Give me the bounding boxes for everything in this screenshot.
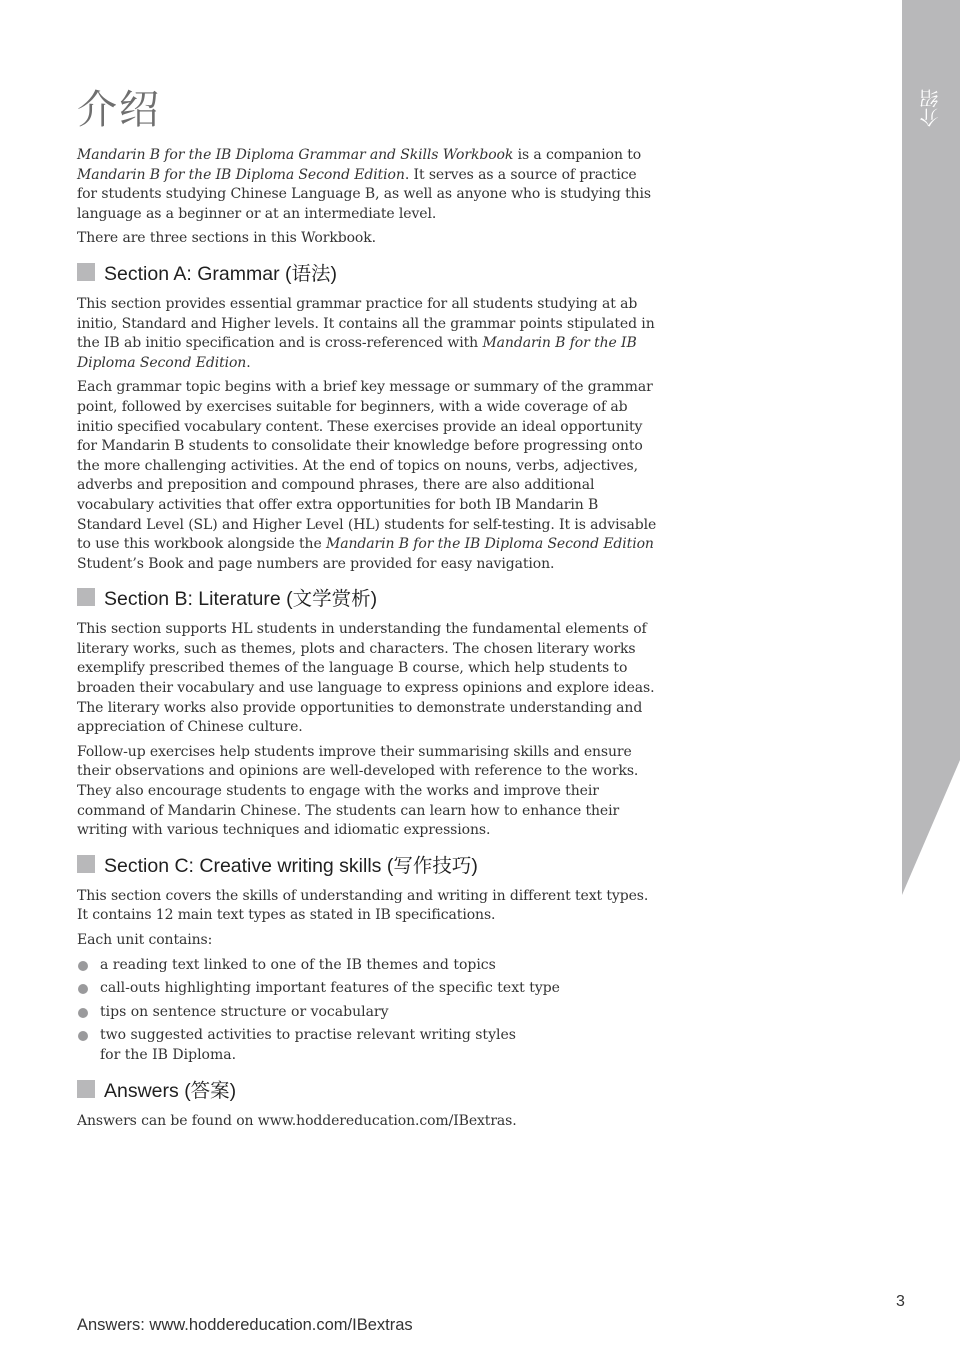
section-b-heading-text: Section B: Literature (文学赏析) xyxy=(104,588,378,611)
footer-answers-link: Answers: www.hoddereducation.com/IBextras xyxy=(77,1316,413,1334)
section-b-paragraph-1: This section supports HL students in understanding the fundamental elements of literary works, such as themes, plots and characters. The chosen literary works exemplify prescribed themes of the language B course, which help students to broaden their vocabulary and use language to express opinions and explore ideas. The literary works also provide opportunities to demonstrate understanding and appreciation of Chinese culture. xyxy=(77,621,655,736)
section-c-bullet-list xyxy=(77,956,657,1066)
list-item: two suggested activities to practise relevant writing styles for the IB Diploma. xyxy=(77,1026,520,1065)
list-item: call-outs highlighting important features of the specific text type xyxy=(77,979,657,999)
bullet-dot-icon xyxy=(78,984,88,994)
section-a-heading-text: Section A: Grammar (语法) xyxy=(104,262,337,285)
bullet-dot-icon xyxy=(78,1008,88,1018)
section-b-heading xyxy=(77,583,657,611)
section-c-paragraph-2: Each unit contains: xyxy=(77,932,213,948)
page-title: 介绍 xyxy=(77,87,161,133)
section-c-heading-text: Section C: Creative writing skills (写作技巧) xyxy=(104,854,478,877)
side-tab-label: 介绍 xyxy=(919,89,942,127)
square-bullet-icon xyxy=(77,263,95,281)
answers-heading xyxy=(77,1075,657,1103)
bullet-dot-icon xyxy=(78,1031,88,1041)
square-bullet-icon xyxy=(77,588,95,606)
section-c-heading xyxy=(77,850,657,878)
list-item: a reading text linked to one of the IB themes and topics xyxy=(77,956,657,976)
section-a-heading xyxy=(77,258,657,286)
section-b-paragraph-2: Follow-up exercises help students improve their summarising skills and ensure their observations and opinions are well-developed with reference to the works. They also encourage students to engage with the works and improve their command of Mandarin Chinese. The students can learn how to enhance their writing with various techniques and idiomatic expressions. xyxy=(77,743,639,839)
square-bullet-icon xyxy=(77,855,95,873)
page-number: 3 xyxy=(896,1293,905,1310)
answers-heading-text: Answers (答案) xyxy=(104,1079,237,1102)
intro-paragraph-2: There are three sections in this Workbook. xyxy=(77,230,376,247)
section-a-paragraph-2: Each grammar topic begins with a brief key message or summary of the grammar point, followed by exercises suitable for beginners, with a wide coverage of ab initio specified vocabulary content. These exercises provide an ideal opportunity for Mandarin B students to consolidate their knowledge before progressing onto the more challenging activities. At the end of topics on nouns, verbs, adjectives, adverbs and preposition and compound phrases, there are also additional vocabulary activities that offer extra opportunities for both IB Mandarin B Standard Level (SL) and Higher Level (HL) students for self-testing. It is advisable to use this workbook alongside the Mandarin B for the IB Diploma Second Edition Student’s Book and page numbers are provided for easy navigation. xyxy=(77,379,657,572)
list-item: tips on sentence structure or vocabulary xyxy=(77,1003,657,1023)
intro-paragraph-1: Mandarin B for the IB Diploma Grammar and Skills Workbook is a companion to Mandarin B for the IB Diploma Second Edition. It serves as a source of practice for students studying Chinese Language B, as well as anyone who is studying this language as a beginner or at an intermediate level. xyxy=(77,147,651,222)
answers-paragraph: Answers can be found on www.hoddereducation.com/IBextras. xyxy=(77,1112,517,1129)
side-tab xyxy=(902,0,960,895)
main-content xyxy=(77,146,657,1136)
square-bullet-icon xyxy=(77,1080,95,1098)
section-a-paragraph-1: This section provides essential grammar practice for all students studying at ab initio, Standard and Higher levels. It contains all the grammar points stipulated in the IB ab initio specification and is cross-referenced with Mandarin B for the IB Diploma Second Edition. xyxy=(77,295,655,371)
section-c-paragraph-1: This section covers the skills of understanding and writing in different text types. It contains 12 main text types as stated in IB specifications. xyxy=(77,887,649,924)
bullet-dot-icon xyxy=(78,961,88,971)
